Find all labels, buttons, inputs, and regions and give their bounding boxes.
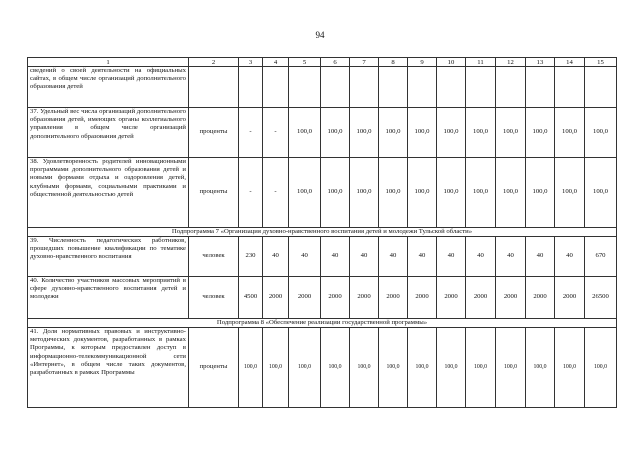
value-cell: 100,0 [239, 328, 263, 408]
page-number: 94 [315, 30, 325, 40]
indicator-name-cell: 37. Удельный вес числа организаций дополнительного образования детей, имеющих органы коллегиального управления в общем числе организаций дополнительного образования детей [28, 108, 189, 158]
value-cell: 100,0 [585, 158, 617, 228]
value-cell: 40 [526, 237, 555, 277]
column-number-cell: 15 [585, 58, 617, 67]
value-cell: 100,0 [437, 328, 466, 408]
value-cell: 40 [263, 237, 289, 277]
value-cell [555, 67, 585, 108]
value-cell: 2000 [437, 277, 466, 319]
value-cell: 100,0 [526, 108, 555, 158]
column-number-cell: 8 [379, 58, 408, 67]
value-cell: 100,0 [321, 108, 350, 158]
value-cell: 100,0 [289, 108, 321, 158]
value-cell: 2000 [496, 277, 526, 319]
value-cell [526, 67, 555, 108]
value-cell: 100,0 [526, 158, 555, 228]
column-number-cell: 2 [189, 58, 239, 67]
unit-cell: человек [189, 277, 239, 319]
indicator-name-cell: 41. Доля нормативных правовых и инструктивно-методических документов, разработанных в рамках Программы, к которым предоставлен доступ в информационно-телекоммуникационной сети «Интернет», в общем числе таких документов, разработанных в рамках Программы [28, 328, 189, 408]
value-cell [496, 67, 526, 108]
value-cell: 2000 [408, 277, 437, 319]
value-cell: - [239, 158, 263, 228]
column-number-cell: 1 [28, 58, 189, 67]
subprogram-title: Подпрограмма 7 «Организация духовно-нравственного воспитания детей и молодежи Тульской области» [28, 228, 617, 237]
value-cell: 100,0 [350, 108, 379, 158]
value-cell: 2000 [289, 277, 321, 319]
value-cell: 40 [321, 237, 350, 277]
value-cell: 100,0 [555, 328, 585, 408]
value-cell [263, 67, 289, 108]
value-cell [379, 67, 408, 108]
value-cell: 2000 [526, 277, 555, 319]
unit-cell: проценты [189, 158, 239, 228]
value-cell: 40 [496, 237, 526, 277]
value-cell: 100,0 [321, 328, 350, 408]
column-number-cell: 9 [408, 58, 437, 67]
value-cell: 40 [437, 237, 466, 277]
table-body [28, 58, 617, 408]
column-number-cell: 6 [321, 58, 350, 67]
column-number-cell: 5 [289, 58, 321, 67]
value-cell: 230 [239, 237, 263, 277]
indicator-name-cell: 40. Количество участников массовых мероприятий в сфере духовно-нравственного воспитания детей и молодежи [28, 277, 189, 319]
column-number-cell: 3 [239, 58, 263, 67]
value-cell: 100,0 [350, 158, 379, 228]
value-cell: 100,0 [289, 328, 321, 408]
column-number-cell: 13 [526, 58, 555, 67]
value-cell: 26500 [585, 277, 617, 319]
value-cell: 100,0 [350, 328, 379, 408]
value-cell: 100,0 [526, 328, 555, 408]
value-cell: 100,0 [437, 108, 466, 158]
value-cell: - [263, 158, 289, 228]
value-cell [289, 67, 321, 108]
column-number-cell: 4 [263, 58, 289, 67]
value-cell: 100,0 [408, 108, 437, 158]
value-cell: 2000 [321, 277, 350, 319]
unit-cell [189, 67, 239, 108]
table-row [28, 237, 617, 277]
value-cell [437, 67, 466, 108]
value-cell: 100,0 [437, 158, 466, 228]
value-cell: 100,0 [555, 158, 585, 228]
value-cell [408, 67, 437, 108]
value-cell: 100,0 [379, 328, 408, 408]
value-cell: 2000 [350, 277, 379, 319]
table-row [28, 277, 617, 319]
value-cell: 2000 [555, 277, 585, 319]
column-number-cell: 10 [437, 58, 466, 67]
unit-cell: человек [189, 237, 239, 277]
value-cell: 100,0 [496, 108, 526, 158]
column-number-cell: 7 [350, 58, 379, 67]
value-cell: 40 [379, 237, 408, 277]
value-cell: 4500 [239, 277, 263, 319]
value-cell: 40 [350, 237, 379, 277]
subprogram-row [28, 319, 617, 328]
value-cell: 100,0 [379, 158, 408, 228]
value-cell: 100,0 [555, 108, 585, 158]
value-cell: - [239, 108, 263, 158]
value-cell: 100,0 [585, 108, 617, 158]
value-cell: - [263, 108, 289, 158]
indicator-name-cell: 39. Численность педагогических работников, прошедших повышение квалификации по тематике духовно-нравственного воспитания [28, 237, 189, 277]
value-cell: 100,0 [408, 158, 437, 228]
value-cell: 100,0 [585, 328, 617, 408]
value-cell: 100,0 [379, 108, 408, 158]
column-number-cell: 14 [555, 58, 585, 67]
value-cell: 100,0 [496, 158, 526, 228]
unit-cell: проценты [189, 328, 239, 408]
value-cell: 100,0 [263, 328, 289, 408]
table-row [28, 328, 617, 408]
value-cell: 100,0 [496, 328, 526, 408]
value-cell [239, 67, 263, 108]
value-cell: 100,0 [289, 158, 321, 228]
value-cell: 40 [289, 237, 321, 277]
column-number-cell: 11 [466, 58, 496, 67]
value-cell: 2000 [466, 277, 496, 319]
subprogram-row [28, 228, 617, 237]
table-row [28, 67, 617, 108]
value-cell: 100,0 [466, 158, 496, 228]
value-cell: 670 [585, 237, 617, 277]
indicator-name-cell: сведений о своей деятельности на официальных сайтах, в общем числе организаций дополнительного образования детей [28, 67, 189, 108]
value-cell: 40 [408, 237, 437, 277]
value-cell: 2000 [263, 277, 289, 319]
subprogram-title: Подпрограмма 8 «Обеспечение реализации государственной программы» [28, 319, 617, 328]
column-number-row [28, 58, 617, 67]
value-cell: 100,0 [408, 328, 437, 408]
value-cell [466, 67, 496, 108]
indicator-name-cell: 38. Удовлетворенность родителей инновационными программами дополнительного образования детей и новыми формами отдыха и оздоровления детей, клубными формами, социальными практиками и общественной деятельностью детей [28, 158, 189, 228]
indicators-table [27, 57, 617, 408]
unit-cell: проценты [189, 108, 239, 158]
value-cell: 100,0 [321, 158, 350, 228]
value-cell [350, 67, 379, 108]
value-cell [321, 67, 350, 108]
value-cell: 100,0 [466, 328, 496, 408]
table-row [28, 158, 617, 228]
value-cell: 40 [555, 237, 585, 277]
table-row [28, 108, 617, 158]
value-cell [585, 67, 617, 108]
column-number-cell: 12 [496, 58, 526, 67]
value-cell: 40 [466, 237, 496, 277]
value-cell: 100,0 [466, 108, 496, 158]
value-cell: 2000 [379, 277, 408, 319]
